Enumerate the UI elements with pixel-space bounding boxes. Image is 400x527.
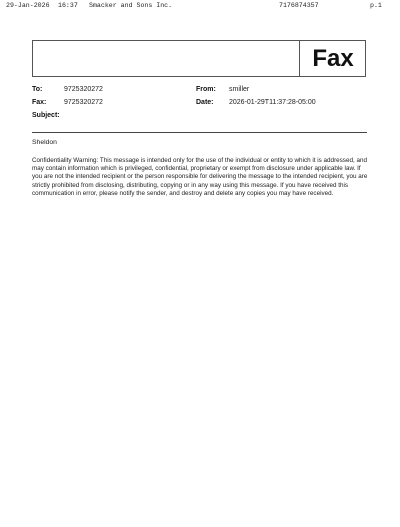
fax-label: Fax: xyxy=(32,99,47,106)
section-divider xyxy=(32,132,367,133)
fax-title-box xyxy=(32,40,366,77)
fax-value: 9725320272 xyxy=(64,99,103,106)
fax-transmission-header xyxy=(0,0,400,12)
confidentiality-warning: Confidentiality Warning: This message is intended only for the use of the individual or entity to which it is addressed, and may contain information which is privileged, confidential, proprietary or exempt from disclosure under applicable law. If you are not the intended recipient or the person responsible for delivering the message to the intended recipient, you are strictly prohibited from disclosing, distributing, copying or in any way using this message. If you have received this communication in error, please notify the sender, and destroy and delete any copies you may have received. xyxy=(32,157,368,197)
header-time: 16:37 xyxy=(58,2,78,9)
subject-label: Subject: xyxy=(32,112,60,119)
header-phone: 7176874357 xyxy=(279,2,319,9)
fax-title: Fax xyxy=(312,44,354,72)
from-value: smiller xyxy=(229,86,250,93)
header-company: Smacker and Sons Inc. xyxy=(89,2,173,9)
from-label: From: xyxy=(196,86,216,93)
message-greeting: Sheldon xyxy=(32,139,57,146)
date-label: Date: xyxy=(196,99,214,106)
header-date: 29-Jan-2026 xyxy=(6,2,50,9)
date-value: 2026-01-29T11:37:28-05:00 xyxy=(229,99,316,106)
to-label: To: xyxy=(32,86,43,93)
header-page-number: p.1 xyxy=(370,2,382,9)
to-value: 9725320272 xyxy=(64,86,103,93)
